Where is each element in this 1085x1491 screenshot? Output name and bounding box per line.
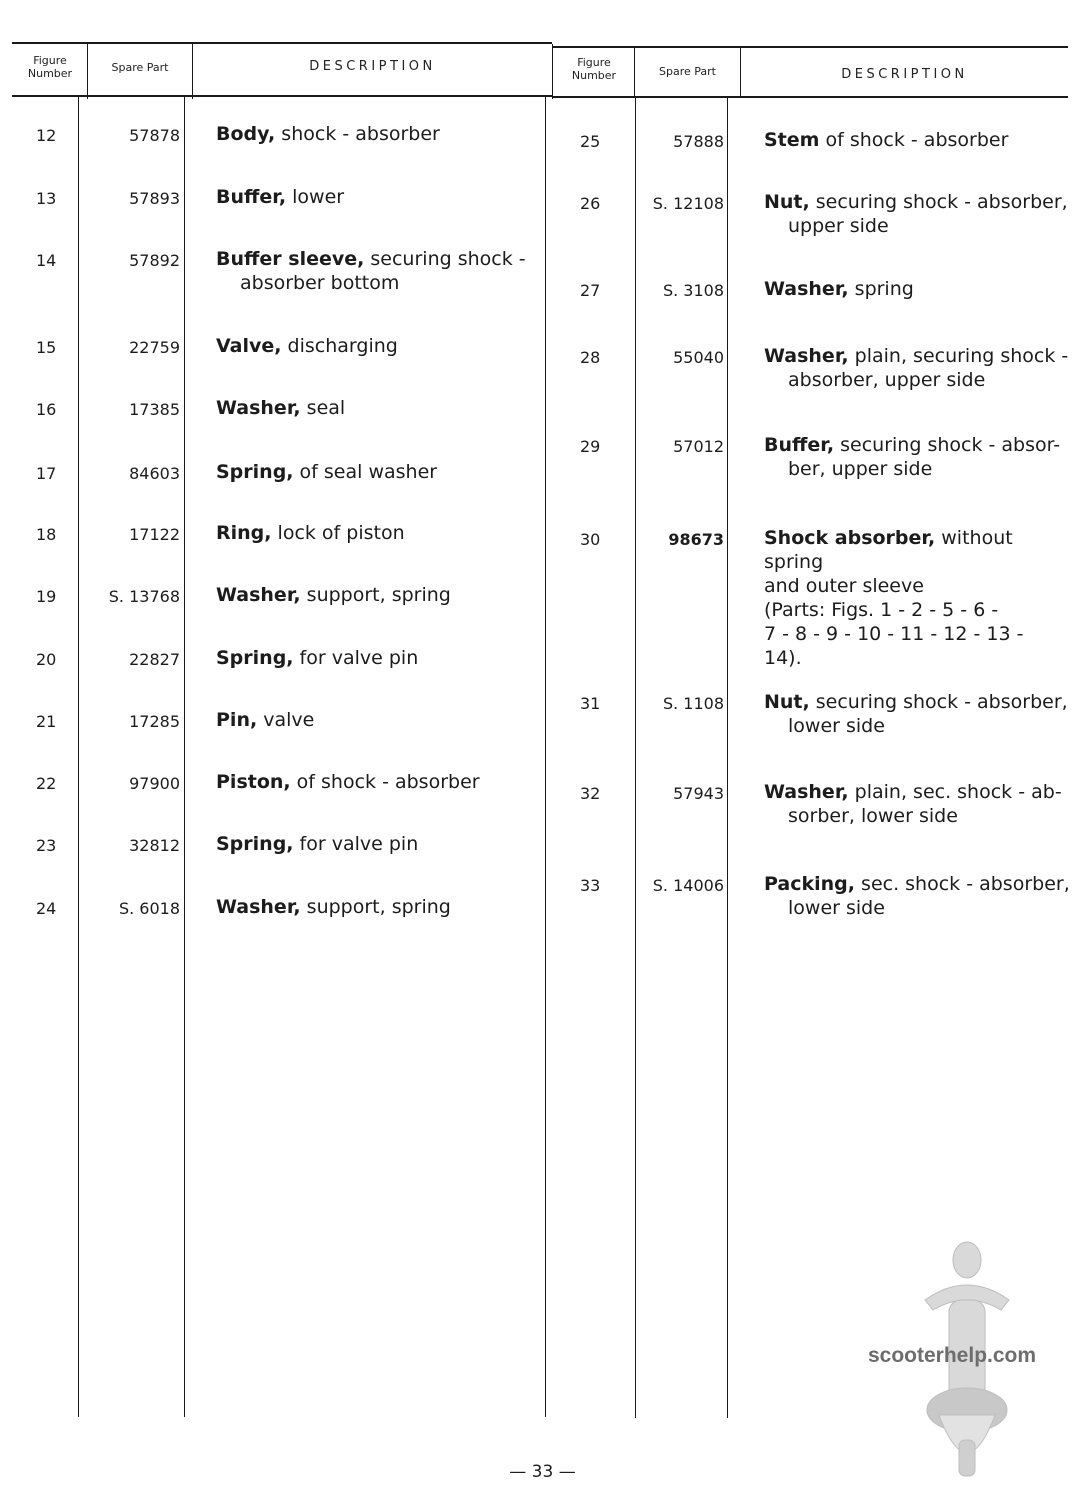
part-detail: securing shock - absor- [834,434,1061,456]
part-description [216,334,541,358]
header-rule-left [12,95,552,97]
part-detail: of shock - absorber [290,771,480,793]
part-name: Valve, [216,335,282,357]
spare-part-number: S. 6018 [118,899,180,918]
figure-number: 30 [580,530,601,549]
part-detail: support, spring [300,584,451,606]
part-detail: of seal washer [293,461,438,483]
part-detail: for valve pin [293,833,419,855]
part-description [764,128,1074,152]
header-figure-number [14,54,86,80]
part-name: Buffer, [216,186,287,208]
part-detail-continued: ber, upper side [788,458,933,480]
part-detail: without spring [764,527,1013,573]
part-name: Nut, [764,691,810,713]
spare-part-number: 84603 [129,464,180,483]
spare-part-number: S. 14006 [652,876,724,895]
spare-part-number: 22759 [129,338,180,357]
part-detail: support, spring [300,896,451,918]
part-detail: discharging [281,335,398,357]
spare-part-number: 17385 [129,400,180,419]
spare-part-number: 32812 [129,836,180,855]
part-description [764,190,1074,238]
figure-number: 31 [580,694,601,713]
spare-part-number: 57943 [673,784,724,803]
part-detail-continued: lower side [788,897,885,919]
figure-number: 27 [580,281,601,300]
part-components-note: (Parts: Figs. 1 - 2 - 5 - 6 - [764,599,999,621]
figure-number: 15 [36,338,57,357]
spare-part-number: S. 13768 [108,587,180,606]
figure-number: 19 [36,587,57,606]
figure-number: 22 [36,774,57,793]
part-description [216,247,541,295]
part-detail: plain, sec. shock - ab- [848,781,1062,803]
figure-number: 16 [36,400,57,419]
part-detail-continued: lower side [788,715,885,737]
part-name: Shock absorber, [764,527,936,549]
part-description [764,344,1074,392]
figure-number: 32 [580,784,601,803]
part-detail: securing shock - absorber, [809,691,1068,713]
header-description: DESCRIPTION [309,59,436,74]
figure-number: 14 [36,251,57,270]
part-name: Ring, [216,522,272,544]
figure-number: 29 [580,437,601,456]
figure-number: 18 [36,525,57,544]
part-name: Washer, [764,345,849,367]
top-rule-right [552,46,1068,48]
figure-number: 33 [580,876,601,895]
spare-part-number: S. 3108 [662,281,724,300]
part-name: Piston, [216,771,291,793]
part-detail: for valve pin [293,647,419,669]
part-description [216,521,541,545]
column-rule [184,97,185,1417]
part-detail: spring [848,278,914,300]
header-description: DESCRIPTION [841,67,968,82]
part-name: Spring, [216,833,294,855]
figure-number: 13 [36,189,57,208]
part-detail: securing shock - absorber, [809,191,1068,213]
part-name: Packing, [764,873,855,895]
spare-part-number: 55040 [673,348,724,367]
part-name: Washer, [216,397,301,419]
spare-part-number: 17285 [129,712,180,731]
page-number: — 33 — [509,1462,576,1482]
part-name: Spring, [216,647,294,669]
part-description [216,396,541,420]
spare-part-number: 57893 [129,189,180,208]
column-rule [635,98,636,1418]
figure-number: 28 [580,348,601,367]
header-figure-line: Figure [577,56,611,69]
spare-part-number: 57012 [673,437,724,456]
header-number-line: Number [571,69,617,82]
part-detail-continued: absorber, upper side [788,369,986,391]
part-name: Buffer, [764,434,835,456]
figure-number: 21 [36,712,57,731]
part-name: Stem [764,129,820,151]
part-detail: valve [257,709,315,731]
figure-number: 25 [580,132,601,151]
part-description [216,895,541,919]
part-detail: lower [286,186,345,208]
part-detail: plain, securing shock - [848,345,1069,367]
part-description [764,690,1074,738]
part-detail-continued: upper side [788,215,889,237]
spare-part-number: 98673 [668,530,724,549]
column-rule [552,44,553,99]
spare-part-number: 17122 [129,525,180,544]
part-description [216,708,541,732]
part-description [216,460,541,484]
part-description [764,277,1074,301]
part-description [216,646,541,670]
top-rule-left [12,42,552,44]
figure-number: 12 [36,126,57,145]
part-description [216,583,541,607]
part-description [216,122,541,146]
part-name: Buffer sleeve, [216,248,365,270]
part-name: Washer, [764,278,849,300]
part-name: Nut, [764,191,810,213]
watermark-text: scooterhelp.com [868,1344,1037,1367]
spare-part-number: 57892 [129,251,180,270]
column-rule [545,97,546,1417]
figure-number: 17 [36,464,57,483]
header-figure-number [554,56,634,82]
part-name: Body, [216,123,276,145]
figure-number: 20 [36,650,57,669]
part-detail: lock of piston [271,522,405,544]
part-detail: securing shock - [364,248,526,270]
figure-number: 26 [580,194,601,213]
part-detail: shock - absorber [275,123,440,145]
figure-number: 24 [36,899,57,918]
spare-part-number: 57878 [129,126,180,145]
part-description [764,872,1074,920]
part-name: Pin, [216,709,258,731]
part-name: Spring, [216,461,294,483]
header-spare-part: Spare Part [111,61,169,74]
part-name: Washer, [764,781,849,803]
part-detail-continued: sorber, lower side [788,805,958,827]
spare-part-number: 22827 [129,650,180,669]
header-figure-line: Figure [33,54,67,67]
part-detail: of shock - absorber [819,129,1009,151]
column-rule [727,98,728,1418]
part-description [216,832,541,856]
spare-part-number: 97900 [129,774,180,793]
part-description [764,780,1074,828]
part-name: Washer, [216,584,301,606]
spare-part-number: 57888 [673,132,724,151]
part-description [764,526,1074,670]
part-components-note: 14). [764,647,802,669]
header-rule-right [552,96,1068,98]
header-spare-part: Spare Part [659,65,716,78]
spare-part-number: S. 1108 [662,694,724,713]
part-description [764,433,1074,481]
part-description [216,185,541,209]
column-rule [78,97,79,1417]
part-detail: seal [300,397,346,419]
part-name: Washer, [216,896,301,918]
part-components-note: 7 - 8 - 9 - 10 - 11 - 12 - 13 - [764,623,1024,645]
part-detail-continued: and outer sleeve [764,575,924,597]
spare-part-number: S. 12108 [652,194,724,213]
part-description [216,770,541,794]
header-number-line: Number [27,67,73,80]
part-detail: sec. shock - absorber, [855,873,1070,895]
figure-number: 23 [36,836,57,855]
part-detail-continued: absorber bottom [240,272,400,294]
